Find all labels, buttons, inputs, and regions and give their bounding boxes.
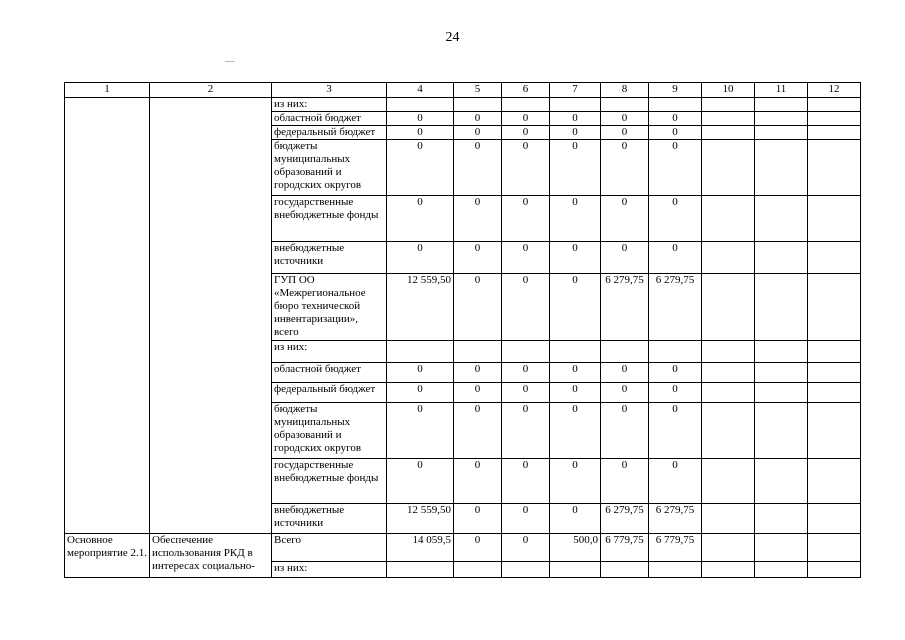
table-cell bbox=[808, 98, 861, 112]
table-cell: 0 bbox=[550, 403, 601, 459]
row-label: Всего bbox=[272, 534, 387, 562]
table-cell bbox=[808, 274, 861, 341]
table-cell bbox=[702, 504, 755, 534]
table-cell: 0 bbox=[649, 196, 702, 242]
table-cell: 0 bbox=[502, 363, 550, 383]
table-cell: 0 bbox=[387, 140, 454, 196]
table-cell: 0 bbox=[601, 403, 649, 459]
table-cell: 0 bbox=[387, 383, 454, 403]
table-cell: 0 bbox=[454, 403, 502, 459]
table-cell: 0 bbox=[550, 383, 601, 403]
measure-code: Основное мероприятие 2.1. bbox=[65, 534, 150, 578]
table-cell: 0 bbox=[601, 383, 649, 403]
table-cell bbox=[755, 112, 808, 126]
table-cell: 0 bbox=[502, 383, 550, 403]
table-cell: 0 bbox=[387, 363, 454, 383]
table-cell bbox=[502, 562, 550, 578]
table-cell bbox=[702, 403, 755, 459]
table-cell bbox=[702, 112, 755, 126]
table-cell: 0 bbox=[550, 242, 601, 274]
table-cell bbox=[808, 534, 861, 562]
table-cell bbox=[808, 140, 861, 196]
row-label: ГУП ОО «Межрегиональное бюро технической инвентаризации», всего bbox=[272, 274, 387, 341]
table-cell: 0 bbox=[601, 196, 649, 242]
table-cell bbox=[808, 562, 861, 578]
row-label: из них: bbox=[272, 341, 387, 363]
table-cell bbox=[702, 126, 755, 140]
table-cell bbox=[808, 383, 861, 403]
table-cell bbox=[755, 459, 808, 504]
table-cell bbox=[755, 341, 808, 363]
scan-mark bbox=[225, 61, 235, 62]
table-cell: 0 bbox=[649, 140, 702, 196]
table-cell bbox=[649, 341, 702, 363]
table-cell bbox=[808, 403, 861, 459]
table-cell bbox=[755, 140, 808, 196]
table-cell: 0 bbox=[502, 459, 550, 504]
table-cell: 0 bbox=[601, 363, 649, 383]
table-cell bbox=[755, 98, 808, 112]
table-cell: 0 bbox=[550, 140, 601, 196]
table-cell: 0 bbox=[649, 459, 702, 504]
table-cell: 0 bbox=[649, 363, 702, 383]
header-cell: 7 bbox=[550, 83, 601, 98]
table-cell bbox=[649, 562, 702, 578]
table-cell: 0 bbox=[649, 126, 702, 140]
row-label: внебюджетные источники bbox=[272, 504, 387, 534]
table-cell bbox=[702, 534, 755, 562]
header-cell: 1 bbox=[65, 83, 150, 98]
table-cell: 0 bbox=[454, 504, 502, 534]
table-cell bbox=[550, 341, 601, 363]
header-cell: 3 bbox=[272, 83, 387, 98]
table-cell bbox=[808, 242, 861, 274]
header-cell: 9 bbox=[649, 83, 702, 98]
row-label: из них: bbox=[272, 98, 387, 112]
table-cell: 500,0 bbox=[550, 534, 601, 562]
table-cell: 12 559,50 bbox=[387, 504, 454, 534]
table-cell: 0 bbox=[454, 112, 502, 126]
table-cell bbox=[454, 98, 502, 112]
table-cell bbox=[454, 562, 502, 578]
table-cell: 0 bbox=[550, 363, 601, 383]
table-cell bbox=[755, 126, 808, 140]
table-cell: 0 bbox=[550, 274, 601, 341]
empty-merged-cell bbox=[150, 98, 272, 534]
table-row bbox=[65, 534, 861, 562]
table-cell bbox=[601, 98, 649, 112]
table-cell: 0 bbox=[387, 242, 454, 274]
table-cell: 0 bbox=[502, 126, 550, 140]
table-cell bbox=[808, 126, 861, 140]
table-cell: 0 bbox=[454, 534, 502, 562]
row-label: бюджеты муниципальных образований и городских округов bbox=[272, 140, 387, 196]
row-label: федеральный бюджет bbox=[272, 126, 387, 140]
table-cell: 0 bbox=[454, 459, 502, 504]
table-cell bbox=[808, 459, 861, 504]
table-cell bbox=[387, 98, 454, 112]
table-cell: 0 bbox=[649, 112, 702, 126]
table-cell bbox=[808, 196, 861, 242]
table-cell bbox=[601, 341, 649, 363]
table-cell bbox=[702, 274, 755, 341]
table-cell bbox=[755, 562, 808, 578]
row-label: государственные внебюджетные фонды bbox=[272, 196, 387, 242]
table-cell: 14 059,5 bbox=[387, 534, 454, 562]
table-cell: 0 bbox=[454, 242, 502, 274]
table-cell: 0 bbox=[502, 403, 550, 459]
table-cell bbox=[702, 341, 755, 363]
table-cell: 6 279,75 bbox=[649, 274, 702, 341]
table-cell bbox=[755, 242, 808, 274]
table-cell: 0 bbox=[649, 242, 702, 274]
table-cell bbox=[702, 459, 755, 504]
header-cell: 10 bbox=[702, 83, 755, 98]
table-cell bbox=[808, 112, 861, 126]
table-cell: 0 bbox=[550, 112, 601, 126]
table-cell bbox=[702, 98, 755, 112]
table-cell bbox=[755, 403, 808, 459]
table-cell: 0 bbox=[502, 504, 550, 534]
header-cell: 12 bbox=[808, 83, 861, 98]
table-cell bbox=[649, 98, 702, 112]
measure-title: Обеспечение использования РКД в интересах социально- bbox=[150, 534, 272, 578]
table-cell bbox=[550, 562, 601, 578]
row-label: бюджеты муниципальных образований и городских округов bbox=[272, 403, 387, 459]
row-label: внебюджетные источники bbox=[272, 242, 387, 274]
table-cell bbox=[808, 504, 861, 534]
table-cell: 12 559,50 bbox=[387, 274, 454, 341]
header-cell: 6 bbox=[502, 83, 550, 98]
header-cell: 4 bbox=[387, 83, 454, 98]
table-cell: 0 bbox=[387, 112, 454, 126]
row-label: из них: bbox=[272, 562, 387, 578]
header-row bbox=[65, 83, 861, 98]
table-cell bbox=[755, 274, 808, 341]
table-cell: 0 bbox=[649, 403, 702, 459]
table-cell: 6 779,75 bbox=[649, 534, 702, 562]
table-cell: 0 bbox=[502, 274, 550, 341]
table-cell bbox=[702, 196, 755, 242]
table-cell bbox=[454, 341, 502, 363]
header-cell: 5 bbox=[454, 83, 502, 98]
table-cell: 0 bbox=[601, 126, 649, 140]
table-cell bbox=[601, 562, 649, 578]
table-row bbox=[65, 98, 861, 112]
table-cell bbox=[808, 341, 861, 363]
table-cell: 0 bbox=[601, 459, 649, 504]
table-cell: 0 bbox=[550, 504, 601, 534]
table-cell bbox=[387, 562, 454, 578]
row-label: федеральный бюджет bbox=[272, 383, 387, 403]
empty-merged-cell bbox=[65, 98, 150, 534]
table-cell: 0 bbox=[387, 403, 454, 459]
table-cell: 0 bbox=[454, 363, 502, 383]
table-cell bbox=[755, 534, 808, 562]
table-cell: 0 bbox=[502, 534, 550, 562]
table-cell: 6 279,75 bbox=[649, 504, 702, 534]
table-cell bbox=[755, 504, 808, 534]
table-cell: 0 bbox=[387, 196, 454, 242]
table-cell bbox=[755, 363, 808, 383]
table-cell bbox=[702, 562, 755, 578]
table-cell bbox=[550, 98, 601, 112]
table-cell: 0 bbox=[454, 140, 502, 196]
table-cell bbox=[502, 98, 550, 112]
table-cell: 6 779,75 bbox=[601, 534, 649, 562]
table-cell: 0 bbox=[601, 112, 649, 126]
table-cell bbox=[502, 341, 550, 363]
table-cell: 0 bbox=[502, 112, 550, 126]
table-cell: 0 bbox=[387, 459, 454, 504]
table-cell: 0 bbox=[550, 126, 601, 140]
table-cell: 0 bbox=[550, 196, 601, 242]
row-label: областной бюджет bbox=[272, 112, 387, 126]
table-cell: 0 bbox=[387, 126, 454, 140]
table-cell: 0 bbox=[454, 126, 502, 140]
row-label: государственные внебюджетные фонды bbox=[272, 459, 387, 504]
table-cell: 6 279,75 bbox=[601, 274, 649, 341]
budget-table bbox=[64, 82, 861, 578]
header-cell: 2 bbox=[150, 83, 272, 98]
table-cell bbox=[702, 363, 755, 383]
table-cell bbox=[755, 196, 808, 242]
header-cell: 11 bbox=[755, 83, 808, 98]
table-cell: 0 bbox=[502, 140, 550, 196]
table-cell: 0 bbox=[502, 196, 550, 242]
table-cell bbox=[702, 242, 755, 274]
table-cell bbox=[755, 383, 808, 403]
table-cell bbox=[702, 383, 755, 403]
table-cell: 0 bbox=[454, 274, 502, 341]
table-cell bbox=[808, 363, 861, 383]
table-cell bbox=[702, 140, 755, 196]
table-cell: 6 279,75 bbox=[601, 504, 649, 534]
table-cell: 0 bbox=[601, 242, 649, 274]
table-cell: 0 bbox=[550, 459, 601, 504]
table-cell: 0 bbox=[649, 383, 702, 403]
page-number: 24 bbox=[445, 30, 460, 45]
row-label: областной бюджет bbox=[272, 363, 387, 383]
table-cell: 0 bbox=[454, 196, 502, 242]
table-cell: 0 bbox=[502, 242, 550, 274]
table-cell bbox=[387, 341, 454, 363]
header-cell: 8 bbox=[601, 83, 649, 98]
table-cell: 0 bbox=[454, 383, 502, 403]
table-cell: 0 bbox=[601, 140, 649, 196]
